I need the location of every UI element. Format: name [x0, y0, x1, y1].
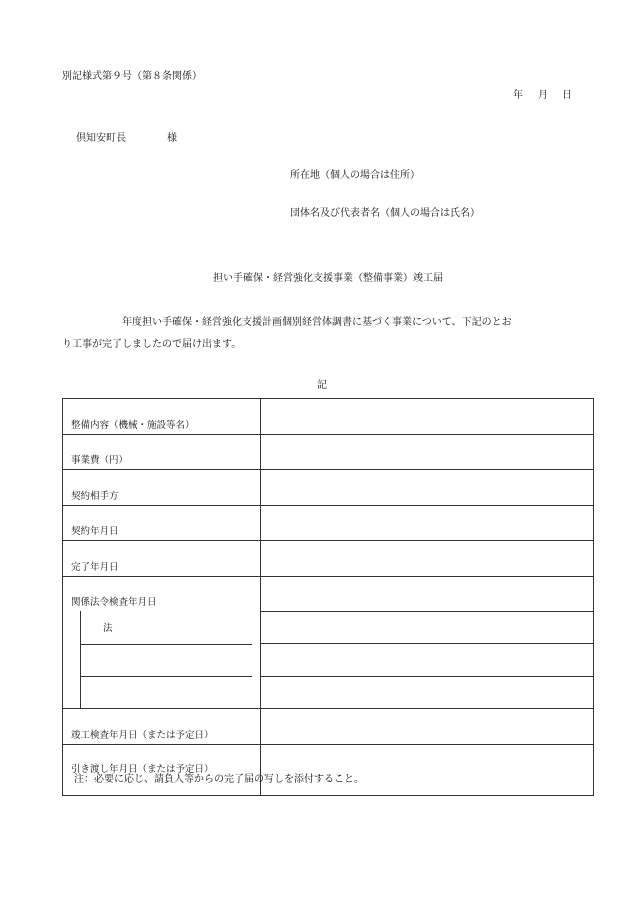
details-table: [62, 398, 594, 796]
row-value-completion-date[interactable]: [261, 541, 594, 577]
row-label-contract-date: 契約年月日: [63, 505, 261, 541]
row-value-cost[interactable]: [261, 434, 594, 470]
row-value-contractor[interactable]: [261, 470, 594, 506]
row-value-final-inspection[interactable]: [261, 709, 594, 745]
sub-row-label-blank-2: [63, 676, 261, 709]
row-label-handover: 引き渡し年月日（または予定日）: [63, 744, 261, 795]
table-row: [63, 576, 594, 611]
table-row: [63, 644, 594, 677]
table-row: [63, 470, 594, 506]
table-row: [63, 399, 594, 435]
table-row: [63, 611, 594, 644]
table-row: [63, 434, 594, 470]
sub-row-value-law[interactable]: [261, 611, 594, 644]
row-label-cost: 事業費（円）: [63, 434, 261, 470]
footnote: 注：必要に応じ、請負人等からの完了届の写しを添付すること。: [74, 774, 364, 785]
sub-row-label-blank-1: [63, 644, 261, 677]
row-value-contract-date[interactable]: [261, 505, 594, 541]
sub-row-value-blank-1[interactable]: [261, 644, 594, 677]
table-row: [63, 505, 594, 541]
applicant-name-label: 団体名及び代表者名（個人の場合は氏名）: [290, 208, 480, 219]
row-value-inspection-date[interactable]: [261, 576, 594, 611]
row-label-completion-date: 完了年月日: [63, 541, 261, 577]
body-line-2: り工事が完了しましたので届け出ます。: [62, 339, 242, 350]
body-line-1: 年度担い手確保・経営強化支援計画個別経営体調書に基づく事業について、下記のとお: [122, 317, 512, 328]
applicant-address-label: 所在地（個人の場合は住所）: [290, 170, 420, 181]
form-number: 別記様式第９号（第８条関係）: [62, 71, 202, 82]
date-month: 月: [538, 90, 548, 101]
addressee-honorific: 様: [167, 133, 177, 144]
row-value-contents[interactable]: [261, 399, 594, 435]
row-label-contents: 整備内容（機械・施設等名）: [63, 399, 261, 435]
date-year: 年: [513, 90, 523, 101]
row-value-handover[interactable]: [261, 744, 594, 795]
date-day: 日: [562, 90, 572, 101]
sub-row-value-blank-2[interactable]: [261, 676, 594, 709]
sub-row-label-text: 法: [103, 623, 113, 635]
table-row: [63, 541, 594, 577]
addressee-name: 倶知安町長: [76, 133, 126, 144]
table-row: [63, 676, 594, 709]
table-row: [63, 709, 594, 745]
row-label-inspection-date: 関係法令検査年月日: [63, 576, 261, 611]
sub-row-label-law: [63, 611, 261, 644]
ki-label: 記: [317, 380, 327, 391]
table-row: [63, 744, 594, 795]
row-label-contractor: 契約相手方: [63, 470, 261, 506]
row-label-final-inspection: 竣工検査年月日（または予定日）: [63, 709, 261, 745]
document-title: 担い手確保・経営強化支援事業（整備事業）竣工届: [213, 273, 443, 284]
